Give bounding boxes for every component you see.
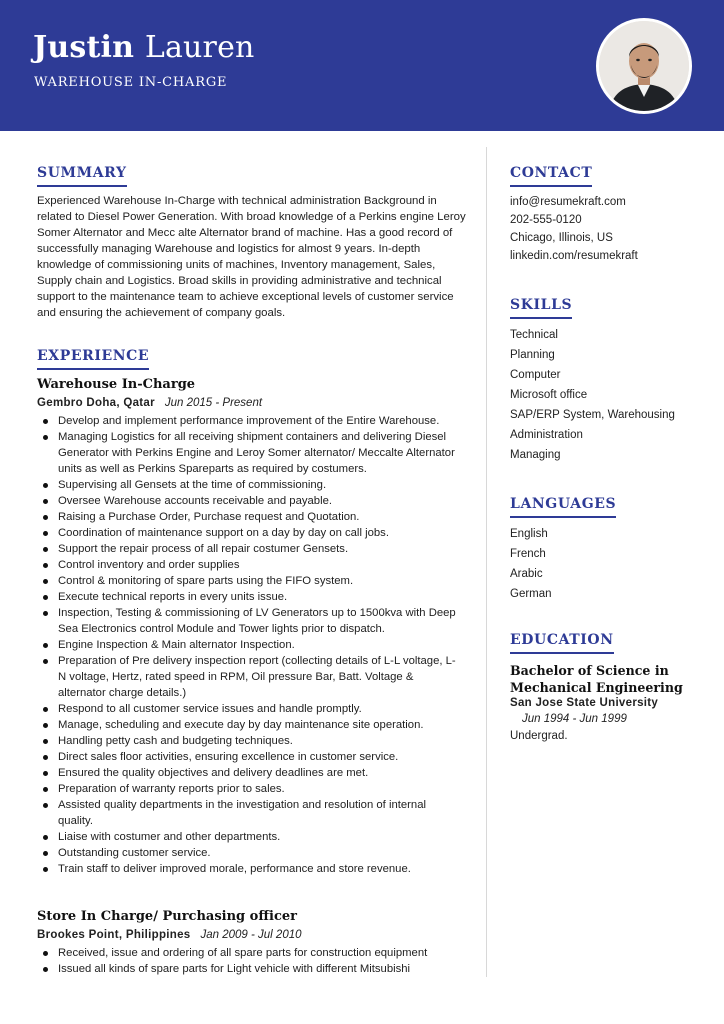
language-item: English <box>510 528 548 540</box>
job-dates: Jun 2015 - Present <box>164 397 263 409</box>
candidate-name <box>33 30 255 65</box>
portrait-image <box>599 21 689 111</box>
responsibility-item: Managing Logistics for all receiving shipment containers and delivering Diesel Generator with Perkins Engine and Leroy Somer alternator/ Meccalte Alternator units as well as Perkins Spareparts as required by costumers. <box>37 429 457 477</box>
skill-item: SAP/ERP System, Warehousing <box>510 409 675 421</box>
job-dates: Jan 2009 - Jul 2010 <box>200 929 302 941</box>
contact-location: Chicago, Illinois, US <box>510 232 613 244</box>
responsibility-item: Train staff to deliver improved morale, performance and store revenue. <box>37 861 457 877</box>
skill-item: Microsoft office <box>510 389 588 401</box>
job-2-responsibilities <box>37 945 457 977</box>
education-school: San Jose State University <box>510 697 659 709</box>
contact-list <box>510 196 638 262</box>
contact-email[interactable]: info@resumekraft.com <box>510 196 626 208</box>
responsibility-item: Ensured the quality objectives and delivery deadlines are met. <box>37 765 457 781</box>
summary-heading: SUMMARY <box>37 165 127 187</box>
responsibility-item: Preparation of warranty reports prior to sales. <box>37 781 457 797</box>
responsibility-item: Liaise with costumer and other departments. <box>37 829 457 845</box>
education-dates: Jun 1994 - Jun 1999 <box>522 713 627 725</box>
languages-list <box>510 528 552 608</box>
job-meta-2 <box>37 929 302 941</box>
responsibility-item: Manage, scheduling and execute day by day maintenance site operation. <box>37 717 457 733</box>
contact-heading: CONTACT <box>510 165 592 187</box>
contact-phone[interactable]: 202-555-0120 <box>510 214 582 226</box>
skill-item: Computer <box>510 369 561 381</box>
responsibility-item: Coordination of maintenance support on a day by day on call jobs. <box>37 525 457 541</box>
profile-photo <box>596 18 692 114</box>
responsibility-item: Respond to all customer service issues and handle promptly. <box>37 701 457 717</box>
job-1-responsibilities <box>37 413 457 877</box>
first-name: Justin <box>33 30 135 65</box>
skill-item: Technical <box>510 329 558 341</box>
contact-linkedin[interactable]: linkedin.com/resumekraft <box>510 250 638 262</box>
responsibility-item: Supervising all Gensets at the time of commissioning. <box>37 477 457 493</box>
languages-heading: LANGUAGES <box>510 496 616 518</box>
skill-item: Planning <box>510 349 555 361</box>
responsibility-item: Inspection, Testing & commissioning of LV Generators up to 1500kva with Deep Sea Electronics control Module and Tower lights prior to dispatch. <box>37 605 457 637</box>
responsibility-item: Develop and implement performance improvement of the Entire Warehouse. <box>37 413 457 429</box>
skills-list <box>510 329 675 469</box>
job-meta-1 <box>37 397 262 409</box>
education-degree: Bachelor of Science in Mechanical Engineering <box>510 663 683 695</box>
company-name: Brookes Point, Philippines <box>37 929 191 941</box>
last-name: Lauren <box>144 30 255 65</box>
responsibility-item: Execute technical reports in every units issue. <box>37 589 457 605</box>
job-title: WAREHOUSE IN-CHARGE <box>34 75 228 90</box>
responsibility-item: Control inventory and order supplies <box>37 557 457 573</box>
education-note: Undergrad. <box>510 730 568 742</box>
responsibility-item: Oversee Warehouse accounts receivable and payable. <box>37 493 457 509</box>
job-title-2: Store In Charge/ Purchasing officer <box>37 909 297 924</box>
responsibility-item: Direct sales floor activities, ensuring excellence in customer service. <box>37 749 457 765</box>
job-title-1: Warehouse In-Charge <box>37 377 196 392</box>
skills-heading: SKILLS <box>510 297 572 319</box>
skill-item: Managing <box>510 449 561 461</box>
responsibility-item: Assisted quality departments in the investigation and resolution of internal quality. <box>37 797 457 829</box>
responsibility-item: Engine Inspection & Main alternator Inspection. <box>37 637 457 653</box>
skill-item: Administration <box>510 429 583 441</box>
responsibility-item: Preparation of Pre delivery inspection report (collecting details of L-L voltage, L-N voltage, Hertz, rated speed in RPM, Oil pressure Bar, Batt. Voltage & alternator charge details.) <box>37 653 457 701</box>
responsibility-item: Control & monitoring of spare parts using the FIFO system. <box>37 573 457 589</box>
language-item: French <box>510 548 546 560</box>
header-banner <box>0 0 724 131</box>
responsibility-item: Handling petty cash and budgeting techniques. <box>37 733 457 749</box>
responsibility-item: Issued all kinds of spare parts for Light vehicle with different Mitsubishi <box>37 961 457 977</box>
experience-heading: EXPERIENCE <box>37 348 149 370</box>
responsibility-item: Received, issue and ordering of all spare parts for construction equipment <box>37 945 457 961</box>
responsibility-item: Raising a Purchase Order, Purchase request and Quotation. <box>37 509 457 525</box>
language-item: Arabic <box>510 568 543 580</box>
education-heading: EDUCATION <box>510 632 614 654</box>
responsibility-item: Outstanding customer service. <box>37 845 457 861</box>
summary-text: Experienced Warehouse In-Charge with technical administration Background in related to Diesel Power Generation. With broad knowledge of a Perkins engine Leroy Somer Alternator and Mecc alte Alternator brand of machine. Has a good record of successfully managing Warehouse and logistics for almost 9 years. In-depth knowledge of commissioning units of machines, Inventory management, Sales, Supply chain and Logistics. Broad skills in providing administrative and technical support to the maintenance team to achieve exceptional levels of customer service and ensuring the achievement of company goals. <box>37 195 466 319</box>
company-name: Gembro Doha, Qatar <box>37 397 155 409</box>
column-divider <box>486 147 487 977</box>
language-item: German <box>510 588 552 600</box>
responsibility-item: Support the repair process of all repair costumer Gensets. <box>37 541 457 557</box>
